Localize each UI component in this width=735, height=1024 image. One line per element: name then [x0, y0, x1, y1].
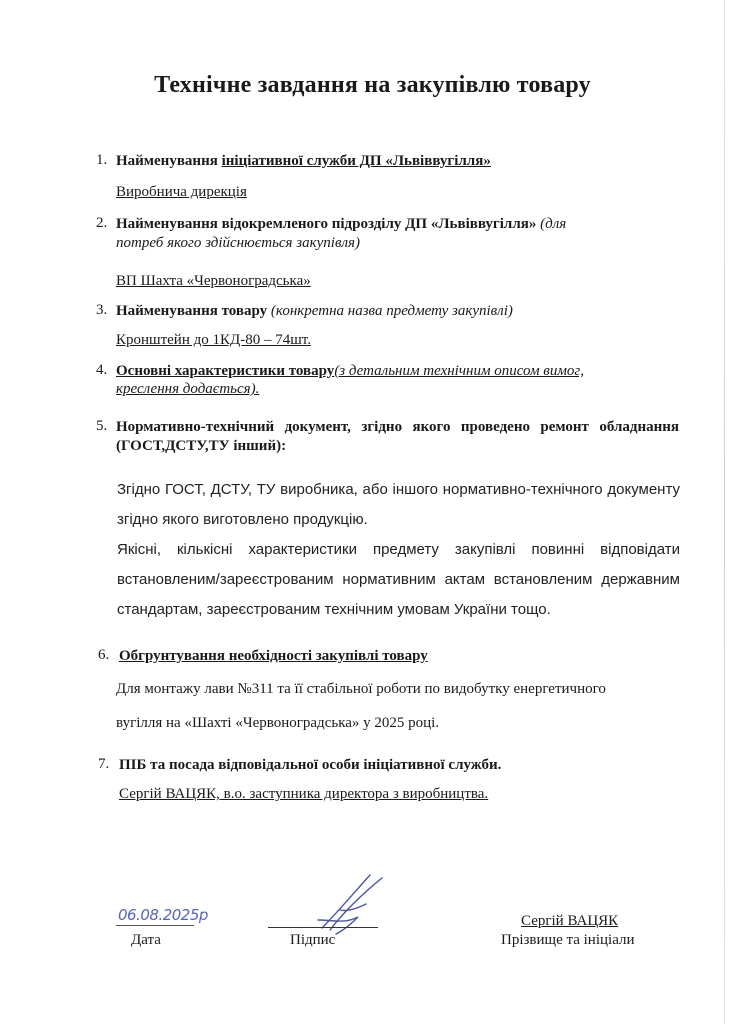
- section-1-heading-underlined: ініціативної служби ДП «Львіввугілля»: [221, 153, 491, 169]
- section-5-number: 5.: [96, 418, 108, 434]
- section-3-number: 3.: [96, 302, 108, 318]
- section-3-heading: [116, 302, 513, 321]
- section-1-number: 1.: [96, 152, 108, 168]
- date-label: Дата: [131, 932, 161, 948]
- section-1-heading-prefix: Найменування: [116, 153, 222, 169]
- section-4-heading-text: Основні характеристики товару: [116, 363, 335, 379]
- section-7-heading-text: ПІБ та посада відповідальної особи ініціативної служби.: [119, 757, 502, 773]
- section-2-heading-text: Найменування відокремленого підрозділу ДП «Львіввугілля»: [116, 216, 537, 232]
- section-2-note-1: (для: [540, 216, 567, 232]
- section-2-number: 2.: [96, 215, 108, 231]
- section-5-body: [117, 475, 680, 625]
- signature-label: Підпис: [290, 932, 336, 948]
- section-5-heading: Нормативно-технічний документ, згідно якого проведено ремонт обладнання (ГОСТ,ДСТУ,ТУ інший):: [116, 419, 679, 454]
- section-5-paragraph-1: Згідно ГОСТ, ДСТУ, ТУ виробника, або іншого нормативно-технічного документу згідно якого виготовлено продукцію.: [117, 481, 680, 528]
- section-3-heading-text: Найменування товару: [116, 303, 268, 319]
- section-7-value: Сергій ВАЦЯК, в.о. заступника директора з виробництва.: [119, 786, 489, 802]
- handwritten-signature-icon: [300, 870, 400, 940]
- date-underline: [116, 925, 194, 926]
- signatory-name: Сергій ВАЦЯК: [521, 913, 619, 929]
- section-6-number: 6.: [98, 647, 110, 663]
- section-2-heading: [116, 215, 566, 234]
- section-7-heading: [119, 756, 501, 775]
- signature-line: [268, 927, 378, 928]
- name-label: Прізвище та ініціали: [501, 932, 635, 948]
- section-2-value: ВП Шахта «Червоноградська»: [116, 273, 311, 289]
- section-6-heading-text: Обгрунтування необхідності закупівлі товару: [119, 648, 428, 664]
- section-2-note-2: потреб якого здійснюється закупівля): [116, 235, 360, 251]
- section-1-heading: [116, 152, 491, 171]
- section-5-paragraph-2: Якісні, кількісні характеристики предмету закупівлі повинні відповідати встановленим/зареєстрованим нормативним актам встановленим державним стандартам, зареєстрованим технічним умовам України тощо.: [117, 541, 680, 618]
- section-3-value: Кронштейн до 1КД-80 – 74шт.: [116, 332, 311, 348]
- section-6-value-line-2: вугілля на «Шахті «Червоноградська» у 2025 році.: [116, 715, 440, 731]
- section-4-heading: [116, 362, 584, 381]
- handwritten-date: 06.08.2025р: [118, 906, 208, 924]
- section-6-value-line-1: Для монтажу лави №311 та її стабільної роботи по видобутку енергетичного: [116, 681, 606, 697]
- section-7-number: 7.: [98, 756, 110, 772]
- document-title: Технічне завдання на закупівлю товару: [154, 72, 591, 98]
- section-3-note: (конкретна назва предмету закупівлі): [270, 303, 513, 319]
- section-1-value: Виробнича дирекція: [116, 184, 247, 200]
- scan-edge-line: [724, 0, 725, 1024]
- section-6-heading: [119, 647, 428, 666]
- section-6-value: [116, 672, 606, 740]
- section-4-number: 4.: [96, 362, 108, 378]
- section-4-note-2: креслення додається).: [116, 381, 260, 397]
- section-4-note-1: (з детальним технічним описом вимог,: [334, 363, 584, 379]
